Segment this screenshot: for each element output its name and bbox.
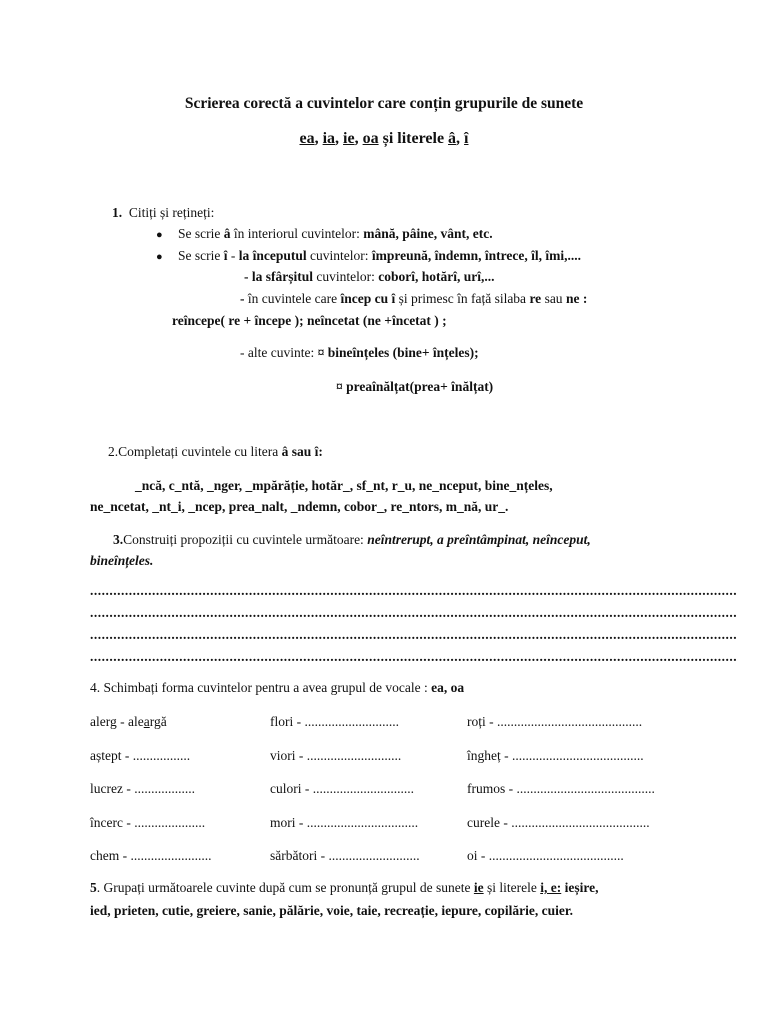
section2-line1: _ncă, c_ntă, _nger, _mpărăție, hotăr_, sf_nt, r_u, ne_nceput, bine_nțeles, [135, 478, 553, 493]
answer-line-4[interactable]: ....................................................................................................................................................................... [90, 649, 738, 664]
answer-line-2[interactable]: ....................................................................................................................................................................... [90, 605, 738, 620]
section1-bullet-i: ● Se scrie î - la începutul cuvintelor: împreună, îndemn, întrece, îl, îmi,.... [156, 248, 581, 263]
exercise-cell[interactable]: frumos - ......................................... [467, 781, 655, 796]
section3-heading: 3.Construiți propoziții cu cuvintele următoare: neîntrerupt, a preîntâmpinat, neînceput, [113, 532, 591, 547]
answer-line-1[interactable]: ....................................................................................................................................................................... [90, 583, 738, 598]
exercise-cell[interactable]: îngheț - ....................................... [467, 748, 644, 763]
title-oa: oa [362, 130, 379, 147]
exercise-cell[interactable]: oi - ........................................ [467, 848, 624, 863]
title-a: â [448, 130, 457, 147]
bullet-icon: ● [156, 251, 163, 263]
section1-prefix-examples: reîncepe( re + începe ); neîncetat (ne +încetat ) ; [172, 313, 447, 328]
section2-heading: 2.Completați cuvintele cu litera â sau î: [108, 444, 323, 459]
exercise-cell: alerg - aleargă [90, 714, 167, 729]
section1-heading: 1. Citiți și rețineți: [112, 205, 215, 220]
section1-other-word2: ¤ preaînălțat(prea+ înălțat) [336, 379, 494, 394]
exercise-cell[interactable]: sărbători - ........................... [270, 848, 420, 863]
section1-prefix-rule: - în cuvintele care încep cu î și primesc în față silaba re sau ne : [240, 291, 588, 306]
exercise-cell[interactable]: aștept - ................. [90, 748, 191, 763]
exercise-cell[interactable]: încerc - ..................... [90, 815, 206, 830]
title-ie: ie [343, 130, 355, 147]
exercise-cell[interactable]: roți - ........................................... [467, 714, 643, 729]
exercise-cell[interactable]: chem - ........................ [90, 848, 212, 863]
page-subtitle: ea, ia, ie, oa și literele â, î [299, 130, 469, 147]
bullet-icon: ● [156, 229, 163, 241]
section2-line2: ne_ncetat, _nt_i, _ncep, prea_nalt, _ndemn, cobor_, re_ntors, m_nă, ur_. [90, 499, 509, 514]
section5-heading: 5. Grupați următoarele cuvinte după cum se pronunță grupul de sunete ie și literele i, e: ieșire, [90, 880, 599, 895]
title-ea: ea [299, 130, 315, 147]
title-ia: ia [322, 130, 336, 147]
page-title: Scrierea corectă a cuvintelor care conțin grupurile de sunete [184, 95, 584, 112]
exercise-cell[interactable]: viori - ............................ [270, 748, 402, 763]
exercise-cell[interactable]: flori - ............................ [270, 714, 399, 729]
section3-words2: bineînțeles. [90, 553, 154, 568]
exercise-cell[interactable]: culori - .............................. [270, 781, 414, 796]
exercise-cell[interactable]: mori - ................................. [270, 815, 419, 830]
answer-line-3[interactable]: ....................................................................................................................................................................... [90, 627, 738, 642]
section1-end-rule: - la sfârșitul cuvintelor: coborî, hotărî, urî,... [244, 269, 495, 284]
section4-heading: 4. Schimbați forma cuvintelor pentru a avea grupul de vocale : ea, oa [90, 680, 465, 695]
section1-bullet-a: ● Se scrie â în interiorul cuvintelor: mână, pâine, vânt, etc. [156, 226, 493, 241]
exercise-cell[interactable]: curele - ......................................... [467, 815, 650, 830]
exercise-cell[interactable]: lucrez - .................. [90, 781, 195, 796]
title-i: î [464, 130, 469, 147]
section1-other-words: - alte cuvinte: ¤ bineînțeles (bine+ înțeles); [240, 345, 479, 360]
section5-words: ied, prieten, cutie, greiere, sanie, pălărie, voie, taie, recreație, iepure, copilărie, cuier. [90, 903, 573, 918]
